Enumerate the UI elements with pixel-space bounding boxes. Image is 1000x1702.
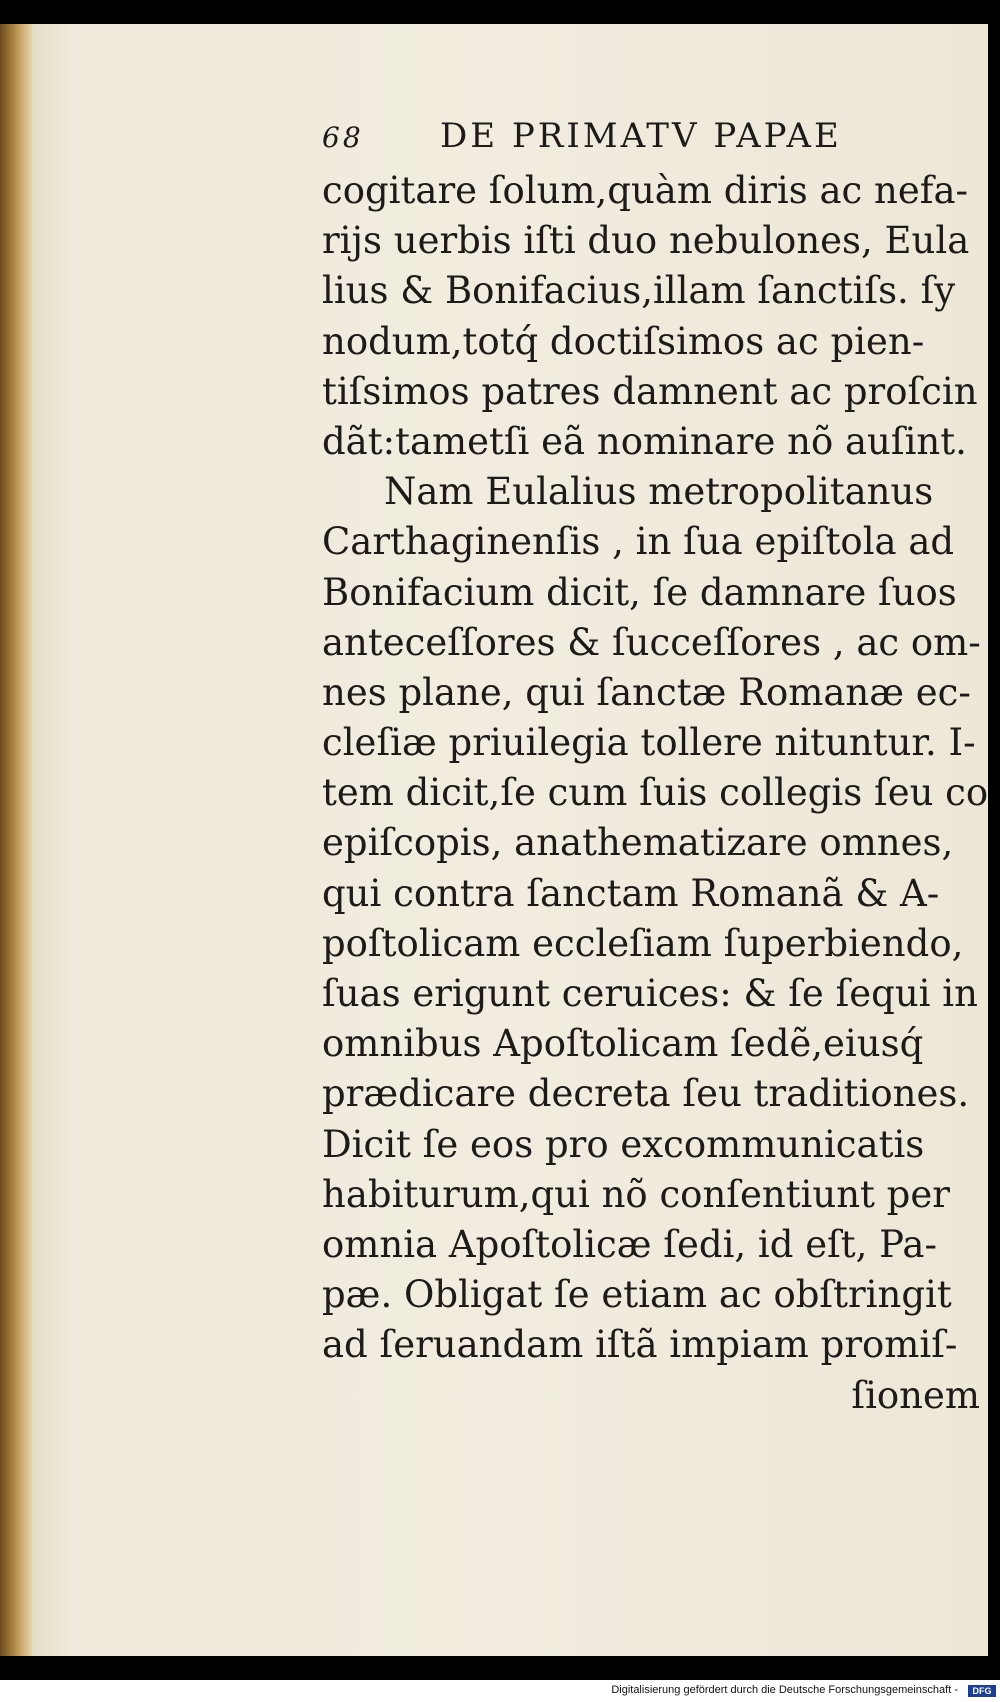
text-line: nodum,totq́ doctiſsimos ac pien-	[322, 319, 925, 363]
text-line: rijs uerbis iſti duo nebulones, Eula	[322, 219, 970, 263]
running-title: DE PRIMATV PAPAE	[440, 116, 842, 156]
text-line: dãt:tametſi eã nominare nõ auſint.	[322, 419, 967, 463]
text-line: anteceſſores & ſucceſſores , ac om-	[322, 620, 981, 664]
catchword: ſionem	[851, 1373, 980, 1417]
text-line: cleſiæ priuilegia tollere nituntur. I-	[322, 721, 976, 765]
text-line: lius & Bonifacius,illam ſanctiſs. ſy	[322, 269, 956, 313]
text-line: ad ſeruandam iſtã impiam promiſ-	[322, 1323, 958, 1367]
running-header	[322, 116, 994, 166]
scan-border-bottom	[0, 1656, 1000, 1680]
page-number: 68	[322, 121, 364, 154]
text-line: Dicit ſe eos pro excommunicatis	[322, 1122, 925, 1166]
paragraph-start-line: Nam Eulalius metropolitanus	[384, 470, 934, 514]
text-line: cogitare ſolum,quàm diris ac nefa-	[322, 169, 969, 212]
text-line: Carthaginenſis , in ſua epiſtola ad	[322, 520, 955, 564]
text-line: habiturum,qui nõ conſentiunt per	[322, 1172, 950, 1216]
text-line: tiſsimos patres damnent ac proſcin	[322, 369, 978, 413]
page-text	[322, 116, 994, 1421]
text-line: poſtolicam eccleſiam ſuperbiendo,	[322, 921, 964, 965]
scan-border-top	[0, 0, 1000, 24]
text-line: epiſcopis, anathematizare omnes,	[322, 821, 954, 865]
text-line: omnibus Apoſtolicam ſedẽ,eiusq́	[322, 1022, 924, 1066]
text-line: nes plane, qui ſanctæ Romanæ ec-	[322, 670, 971, 714]
text-line: tem dicit,ſe cum ſuis collegis ſeu co	[322, 771, 989, 815]
text-line: prædicare decreta ſeu traditiones.	[322, 1072, 970, 1116]
digitization-credit: Digitalisierung gefördert durch die Deutsche Forschungsgemeinschaft -	[611, 1684, 958, 1696]
text-line: ſuas erigunt ceruices: & ſe ſequi in	[322, 972, 978, 1015]
book-spine	[0, 24, 32, 1656]
text-line: qui contra ſanctam Romanã & A-	[322, 871, 940, 915]
dfg-logo: DFG	[968, 1685, 996, 1697]
text-line: omnia Apoſtolicæ ſedi, id eſt, Pa-	[322, 1222, 937, 1266]
text-line: pæ. Obligat ſe etiam ac obſtringit	[322, 1273, 952, 1317]
text-line: Bonifacium dicit, ſe damnare ſuos	[322, 570, 957, 614]
